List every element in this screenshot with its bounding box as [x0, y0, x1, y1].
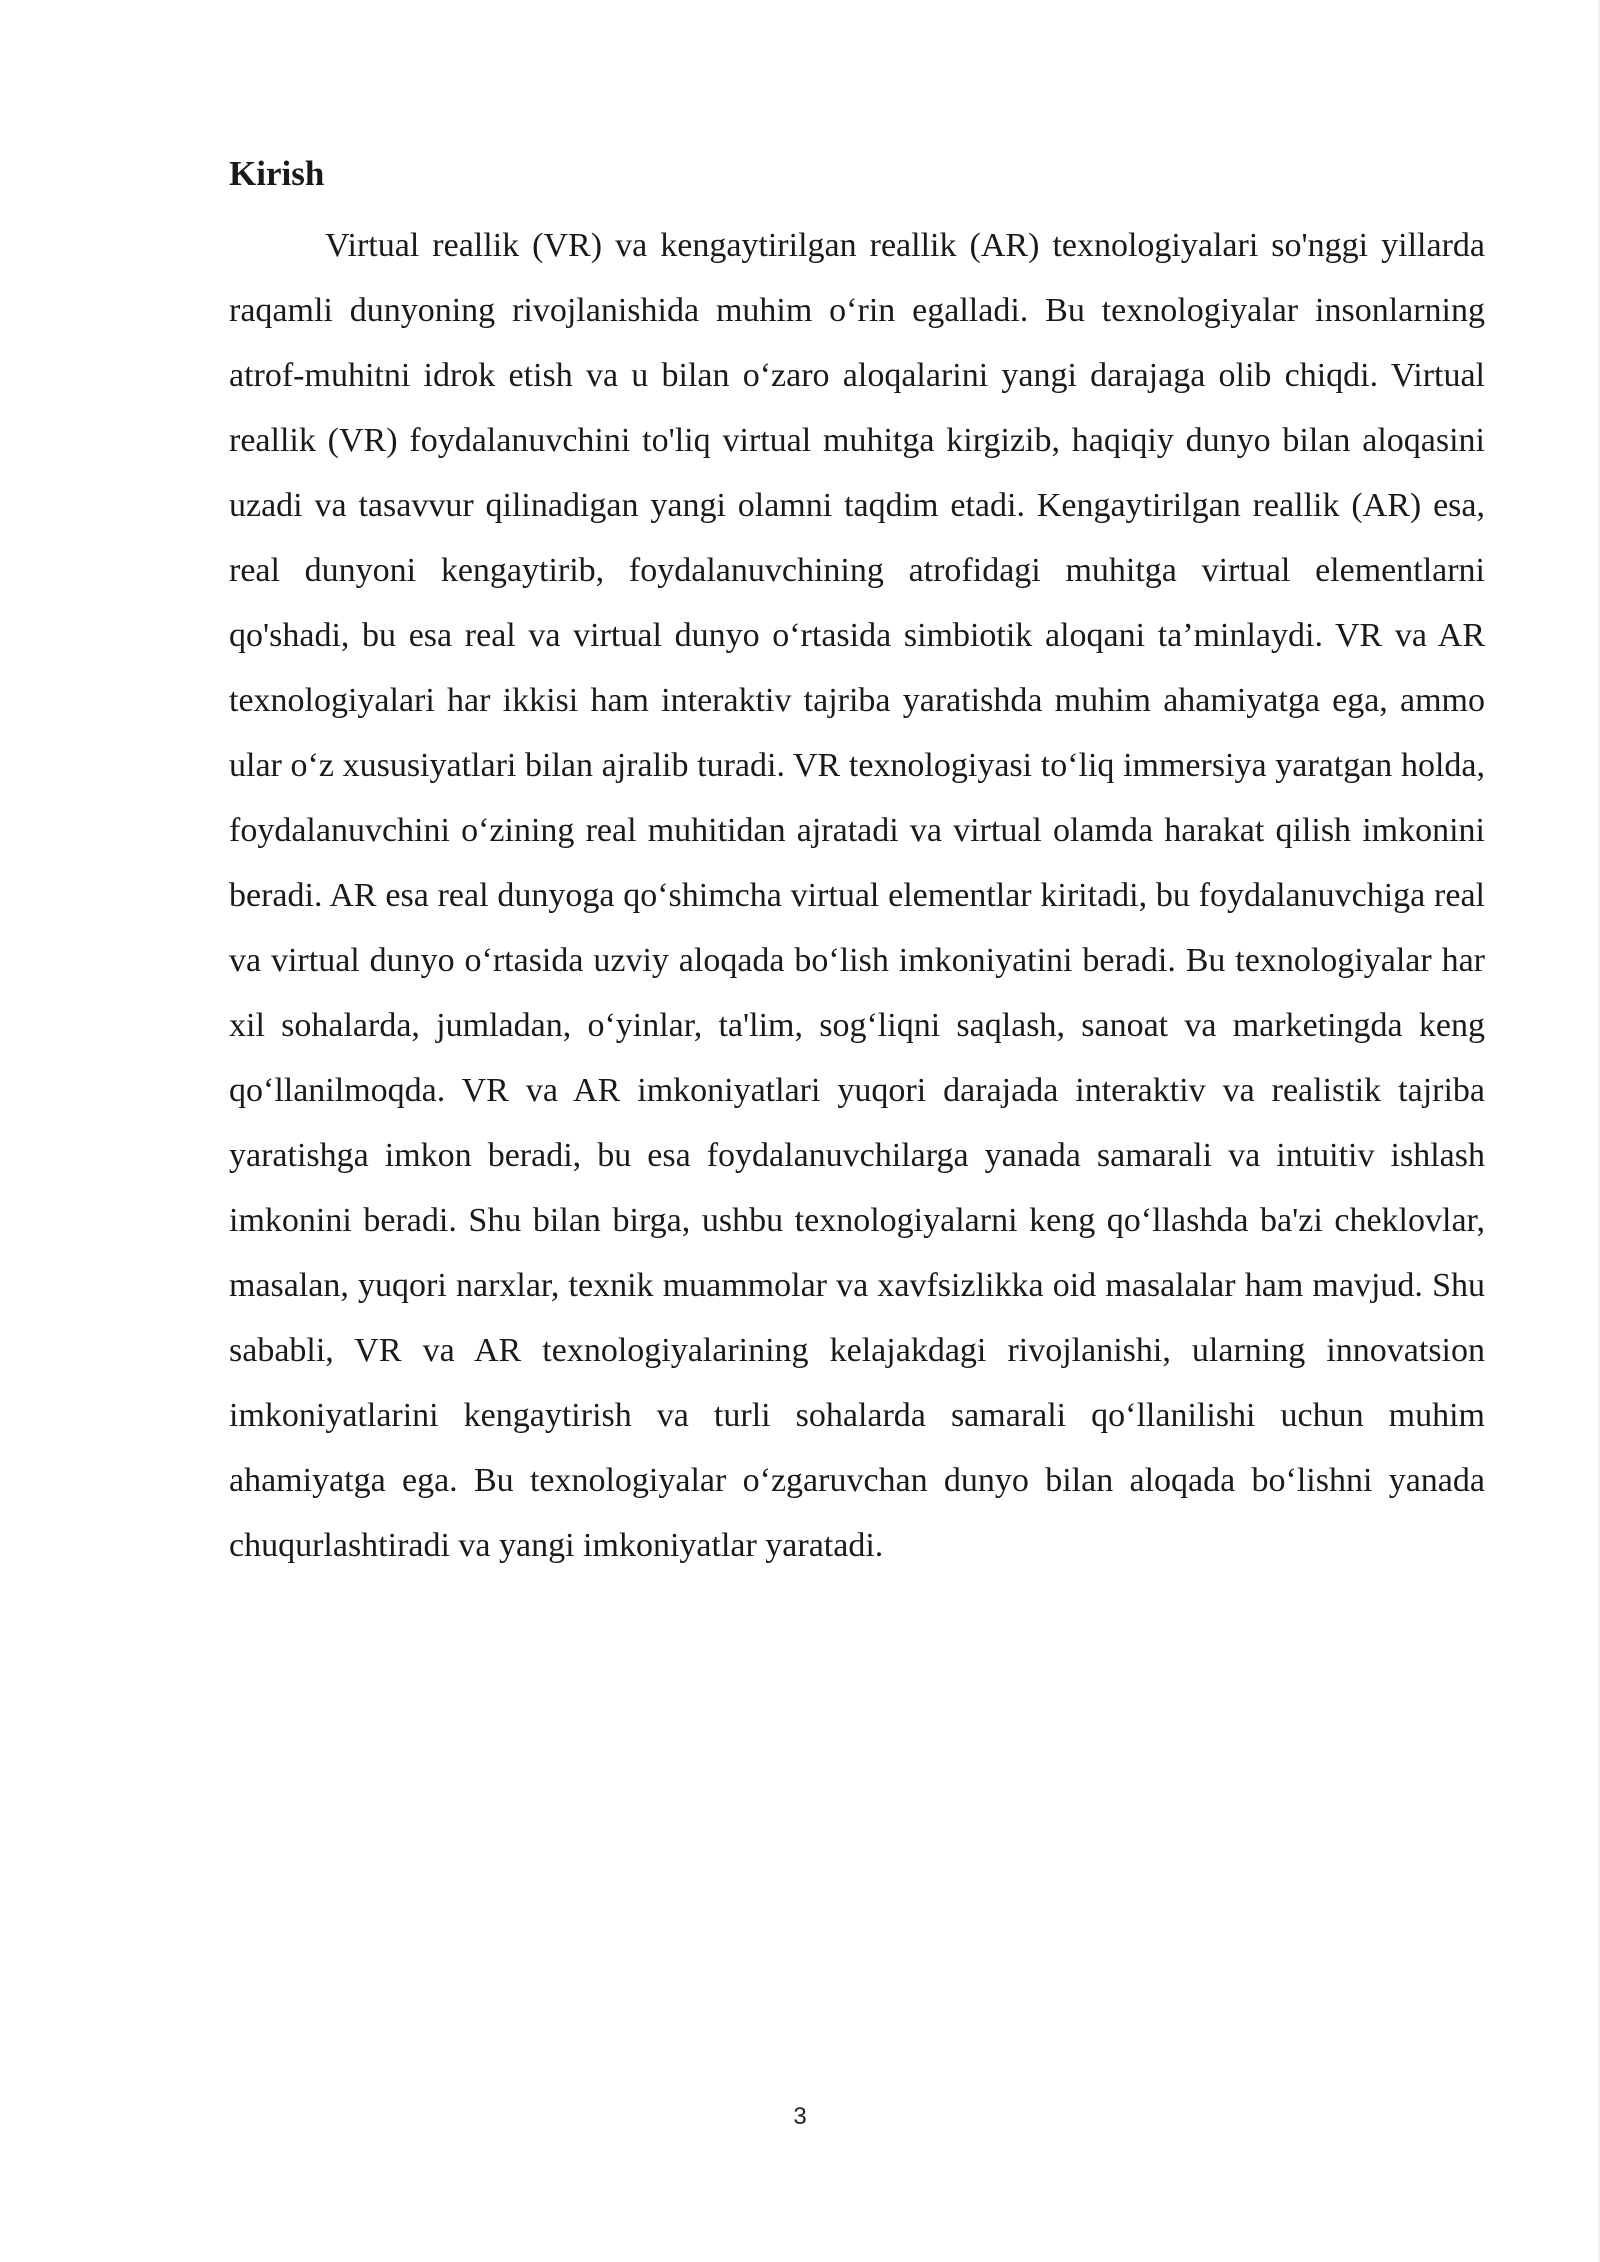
page-number: 3	[793, 2103, 807, 2130]
body-paragraph: Virtual reallik (VR) va kengaytirilgan reallik (AR) texnologiyalari so'nggi yillarda raqamli dunyoning rivojlanishida muhim o‘rin egalladi. Bu texnologiyalar insonlarning atrof-muhitni idrok etish va u bilan o‘zaro aloqalarini yangi darajaga olib chiqdi. Virtual reallik (VR) foydalanuvchini to'liq virtual muhitga kirgizib, haqiqiy dunyo bilan aloqasini uzadi va tasavvur qilinadigan yangi olamni taqdim etadi. Kengaytirilgan reallik (AR) esa, real dunyoni kengaytirib, foydalanuvchining atrofidagi muhitga virtual elementlarni qo'shadi, bu esa real va virtual dunyo o‘rtasida simbiotik aloqani ta’minlaydi. VR va AR texnologiyalari har ikkisi ham interaktiv tajriba yaratishda muhim ahamiyatga ega, ammo ular o‘z xususiyatlari bilan ajralib turadi. VR texnologiyasi to‘liq immersiya yaratgan holda, foydalanuvchini o‘zining real muhitidan ajratadi va virtual olamda harakat qilish imkonini beradi. AR esa real dunyoga qo‘shimcha virtual elementlar kiritadi, bu foydalanuvchiga real va virtual dunyo o‘rtasida uzviy aloqada bo‘lish imkoniyatini beradi. Bu texnologiyalar har xil sohalarda, jumladan, o‘yinlar, ta'lim, sog‘liqni saqlash, sanoat va marketingda keng qo‘llanilmoqda. VR va AR imkoniyatlari yuqori darajada interaktiv va realistik tajriba yaratishga imkon beradi, bu esa foydalanuvchilarga yanada samarali va intuitiv ishlash imkonini beradi. Shu bilan birga, ushbu texnologiyalarni keng qo‘llashda ba'zi cheklovlar, masalan, yuqori narxlar, texnik muammolar va xavfsizlikka oid masalalar ham mavjud. Shu sababli, VR va AR texnologiyalarining kelajakdagi rivojlanishi, ularning innovatsion imkoniyatlarini kengaytirish va turli sohalarda samarali qo‘llanilishi uchun muhim ahamiyatga ega. Bu texnologiyalar o‘zgaruvchan dunyo bilan aloqada bo‘lishni yanada chuqurlashtiradi va yangi imkoniyatlar yaratadi.	[229, 227, 1485, 1564]
section-heading: Kirish	[229, 154, 325, 193]
page-content	[229, 148, 1485, 1578]
